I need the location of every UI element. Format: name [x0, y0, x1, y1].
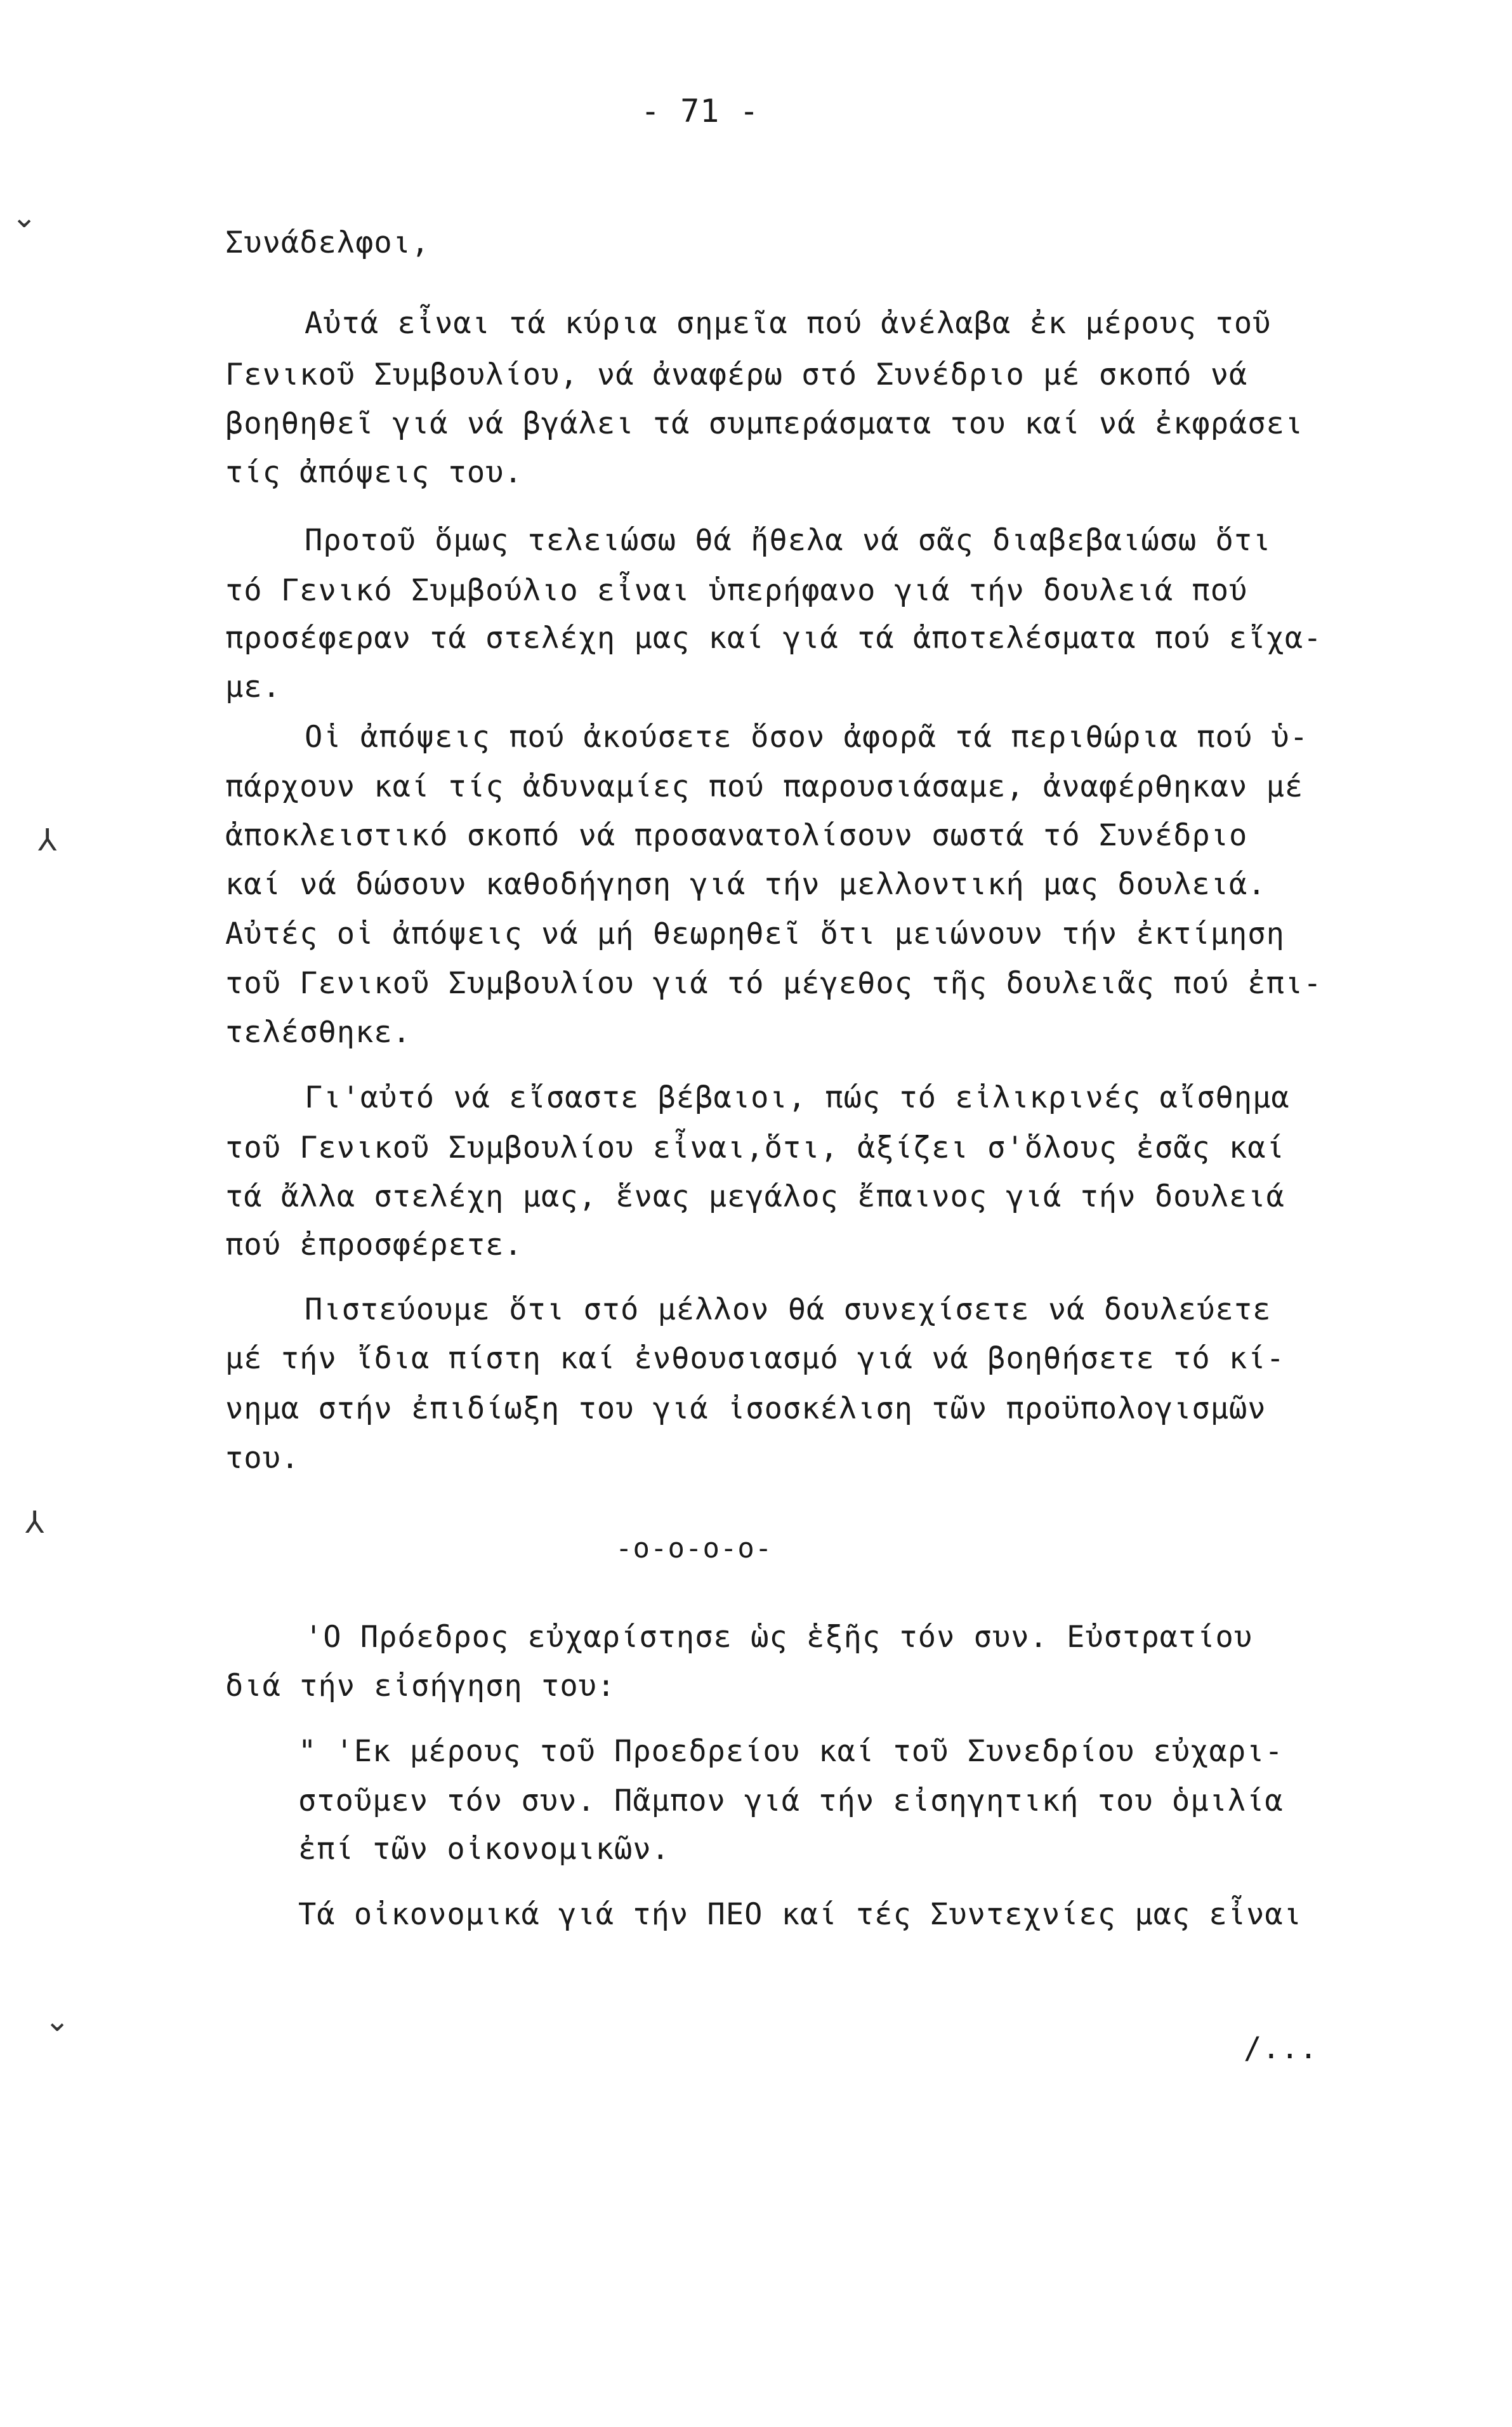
text-line: Πιστεύουμε ὅτι στό μέλλον θά συνεχίσετε νά δουλεύετε	[305, 1292, 1272, 1327]
section-separator: -o-o-o-o-	[615, 1532, 773, 1564]
text-line: στοῦμεν τόν συν. Πᾶμπον γιά τήν εἰσηγητική του ὁμιλία	[298, 1783, 1284, 1818]
text-line: βοηθηθεῖ γιά νά βγάλει τά συμπεράσματα του καί νά ἐκφράσει	[225, 406, 1304, 441]
text-line: πού ἐπροσφέρετε.	[225, 1227, 523, 1262]
continuation-mark: /...	[1244, 2031, 1318, 2066]
text-line: του.	[225, 1441, 300, 1476]
text-line: τοῦ Γενικοῦ Συμβουλίου εἶναι,ὅτι, ἀξίζει σ'ὅλους ἐσᾶς καί	[225, 1130, 1285, 1165]
salutation: Συνάδελφοι,	[225, 225, 430, 260]
text-line: Τά οἰκονομικά γιά τήν ΠΕΟ καί τές Συντεχνίες μας εἶναι	[298, 1897, 1303, 1932]
text-line: πάρχουν καί τίς ἀδυναμίες πού παρουσιάσαμε, ἀναφέρθηκαν μέ	[225, 769, 1304, 804]
text-line: προσέφεραν τά στελέχη μας καί γιά τά ἀποτελέσματα πού εἴχα-	[225, 621, 1322, 656]
text-line: Αὐτά εἶναι τά κύρια σημεῖα πού ἀνέλαβα ἐκ μέρους τοῦ	[305, 306, 1272, 341]
text-line: μέ τήν ἴδια πίστη καί ἐνθουσιασμό γιά νά βοηθήσετε τό κί-	[225, 1341, 1285, 1376]
text-line: Γενικοῦ Συμβουλίου, νά ἀναφέρω στό Συνέδριο μέ σκοπό νά	[225, 357, 1248, 392]
margin-tick-mark: ⌄	[44, 2003, 70, 2039]
text-line: " 'Εκ μέρους τοῦ Προεδρείου καί τοῦ Συνεδρίου εὐχαρι-	[298, 1734, 1284, 1769]
text-line: τά ἄλλα στελέχη μας, ἕνας μεγάλος ἔπαινος γιά τήν δουλειά	[225, 1179, 1285, 1214]
page-number: - 71 -	[641, 93, 759, 129]
text-line: τοῦ Γενικοῦ Συμβουλίου γιά τό μέγεθος τῆς δουλειᾶς πού ἐπι-	[225, 966, 1322, 1001]
text-line: τό Γενικό Συμβούλιο εἶναι ὑπερήφανο γιά τήν δουλειά πού	[225, 573, 1248, 608]
text-line: 'Ο Πρόεδρος εὐχαρίστησε ὡς ἑξῆς τόν συν. Εὐστρατίου	[305, 1620, 1253, 1655]
text-line: Γι'αὐτό νά εἴσαστε βέβαιοι, πώς τό εἰλικρινές αἴσθημα	[305, 1080, 1290, 1115]
text-line: διά τήν εἰσήγηση του:	[225, 1669, 616, 1703]
margin-tick-mark: ⅄	[38, 823, 57, 858]
text-line: ἀποκλειστικό σκοπό νά προσανατολίσουν σωστά τό Συνέδριο	[225, 818, 1248, 853]
text-line: με.	[225, 670, 281, 704]
text-line: Προτοῦ ὅμως τελειώσω θά ἤθελα νά σᾶς διαβεβαιώσω ὅτι	[305, 523, 1272, 558]
text-line: τίς ἀπόψεις του.	[225, 455, 523, 490]
text-line: τελέσθηκε.	[225, 1015, 411, 1050]
text-line: νημα στήν ἐπιδίωξη του γιά ἰσοσκέλιση τῶν προϋπολογισμῶν	[225, 1391, 1266, 1426]
text-line: καί νά δώσουν καθοδήγηση γιά τήν μελλοντική μας δουλειά.	[225, 867, 1266, 902]
text-line: Οἱ ἀπόψεις πού ἀκούσετε ὅσον ἀφορᾶ τά περιθώρια πού ὑ-	[305, 720, 1309, 755]
margin-tick-mark: ⌄	[11, 199, 37, 235]
margin-tick-mark: ⅄	[25, 1505, 44, 1540]
text-line: Αὐτές οἱ ἀπόψεις νά μή θεωρηθεῖ ὅτι μειώνουν τήν ἐκτίμηση	[225, 916, 1285, 951]
text-line: ἐπί τῶν οἰκονομικῶν.	[298, 1832, 670, 1867]
